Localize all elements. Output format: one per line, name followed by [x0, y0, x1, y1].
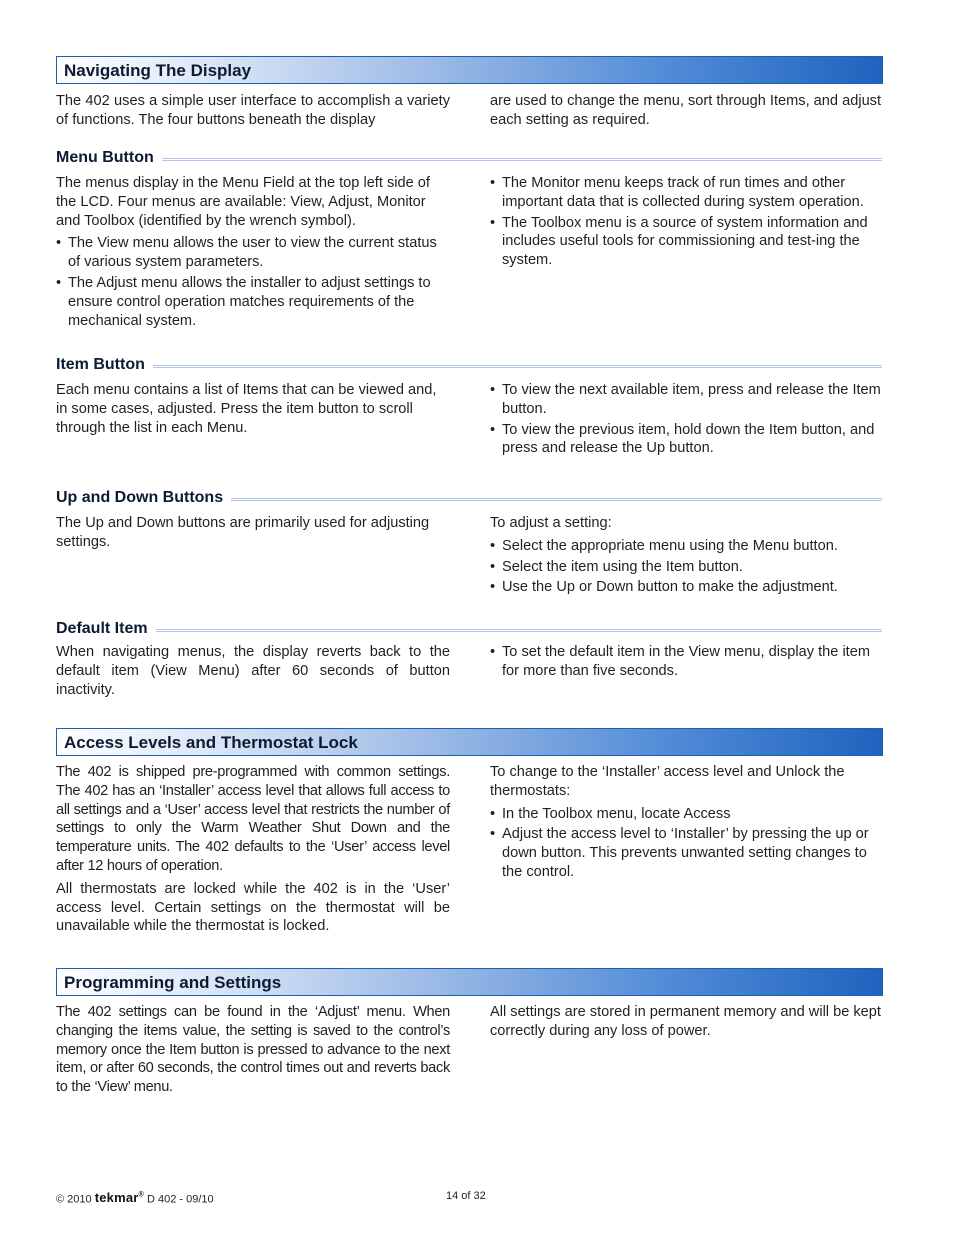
brand-name: tekmar [94, 1190, 139, 1206]
list-item: • To view the previous item, hold down the Item button, and press and release the Up button. [490, 421, 884, 459]
footer-left [56, 1189, 214, 1206]
default-item-left [56, 643, 450, 703]
section-header-navigating [56, 56, 883, 84]
brand-mark: ® [138, 1192, 144, 1199]
bullet-list [490, 174, 884, 270]
default-item-right [490, 643, 884, 683]
list-item: • The Adjust menu allows the installer to adjust settings to ensure control operation matches requirements of the mechanical system. [56, 274, 450, 330]
brand-logo [95, 1190, 144, 1205]
list-item: • Adjust the access level to ‘Installer’ by pressing the up or down button. This prevents unwanted setting changes to the control. [490, 825, 884, 881]
paragraph: The menus display in the Menu Field at the top left side of the LCD. Four menus are available: View, Adjust, Monitor and Toolbox (identified by the wrench symbol). [56, 175, 430, 229]
paragraph: The Up and Down buttons are primarily used for adjusting settings. [56, 515, 430, 550]
copyright: © 2010 [56, 1193, 92, 1206]
subheading-up-down [56, 488, 882, 508]
paragraph: To adjust a setting: [490, 515, 612, 531]
list-item: • Select the appropriate menu using the Menu button. [490, 537, 884, 556]
access-left [56, 763, 450, 940]
item-button-left [56, 381, 450, 441]
list-item: • The Monitor menu keeps track of run times and other important data that is collected during system operation. [490, 174, 884, 212]
paragraph: To change to the ‘Installer’ access level and Unlock the thermostats: [490, 764, 845, 799]
menu-button-right [490, 174, 884, 272]
paragraph: Each menu contains a list of Items that can be viewed and, in some cases, adjusted. Press the item button to scroll through the list in each Menu. [56, 382, 437, 436]
list-item: • To view the next available item, press and release the Item button. [490, 381, 884, 419]
divider [56, 365, 882, 368]
navigating-intro-right [490, 92, 884, 134]
list-item: • Use the Up or Down button to make the adjustment. [490, 578, 884, 597]
paragraph: When navigating menus, the display reverts back to the default item (View Menu) after 60 seconds of button inactivity. [56, 644, 450, 698]
bullet-list [490, 537, 884, 597]
up-down-right [490, 514, 884, 599]
section-title: Navigating The Display [64, 61, 252, 80]
paragraph: are used to change the menu, sort through Items, and adjust each setting as required. [490, 93, 882, 128]
subheading-menu-button [56, 148, 882, 168]
section-title: Access Levels and Thermostat Lock [64, 733, 358, 752]
list-item: • The View menu allows the user to view the current status of various system parameters. [56, 234, 450, 272]
list-item: • The Toolbox menu is a source of system information and includes useful tools for commissioning and test-ing the system. [490, 214, 884, 270]
paragraph: The 402 settings can be found in the ‘Adjust’ menu. When changing the items value, the setting is saved to the control’s memory once the Item button is pressed to advance to the next item, or after 60 seconds, the control times out and reverts back to the ‘View’ menu. [56, 1004, 450, 1096]
bullet-list [490, 381, 884, 458]
item-button-right [490, 381, 884, 460]
programming-left [56, 1003, 450, 1101]
divider [56, 629, 882, 632]
access-right [490, 763, 884, 884]
doc-id: D 402 - 09/10 [146, 1193, 214, 1206]
subheading-title: Default Item [56, 619, 156, 639]
subheading-default-item [56, 619, 882, 639]
divider [56, 158, 882, 161]
menu-button-left [56, 174, 450, 332]
section-header-programming [56, 968, 883, 996]
list-item: • In the Toolbox menu, locate Access [490, 805, 884, 824]
paragraph: All settings are stored in permanent memory and will be kept correctly during any loss of power. [490, 1004, 881, 1039]
list-item: • Select the item using the Item button. [490, 558, 884, 577]
subheading-title: Menu Button [56, 148, 162, 168]
subheading-title: Item Button [56, 355, 153, 375]
bullet-list [56, 234, 450, 330]
page-number: 14 of 32 [446, 1190, 486, 1202]
up-down-left [56, 514, 450, 556]
bullet-list [490, 643, 884, 681]
bullet-list [490, 805, 884, 882]
navigating-intro-left [56, 92, 450, 134]
subheading-title: Up and Down Buttons [56, 488, 231, 508]
paragraph: The 402 uses a simple user interface to accomplish a variety of functions. The four buttons beneath the display [56, 93, 450, 128]
list-item: • To set the default item in the View menu, display the item for more than five seconds. [490, 643, 884, 681]
subheading-item-button [56, 355, 882, 375]
section-title: Programming and Settings [64, 973, 282, 992]
paragraph: All thermostats are locked while the 402 is in the ‘User’ access level. Certain settings on the thermostat will be unavailable while the thermostat is locked. [56, 880, 450, 935]
programming-right [490, 1003, 884, 1045]
section-header-access [56, 728, 883, 756]
paragraph: The 402 is shipped pre-programmed with common settings. The 402 has an ‘Installer’ access level that allows full access to all settings and a ‘User’ access level that restricts the number of settings to only the Warm Weather Shut Down and the temperature units. The 402 defaults to the ‘User’ access level after 12 hours of operation. [56, 764, 450, 874]
